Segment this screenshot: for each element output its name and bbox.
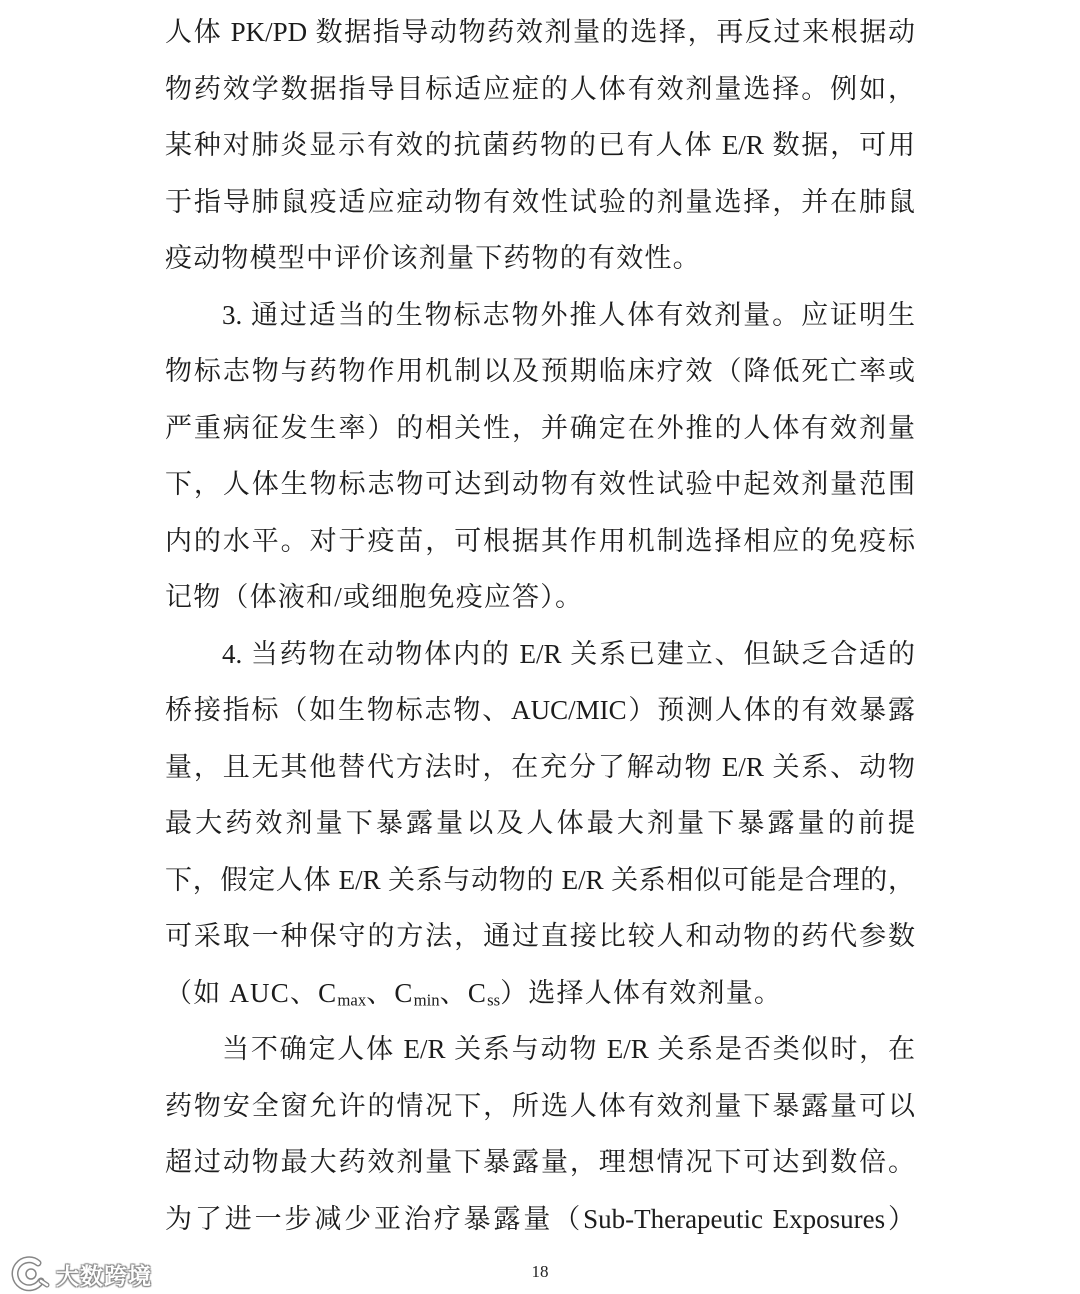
css-subscript: ss	[487, 989, 501, 1009]
paragraph-4	[165, 1021, 915, 1247]
text-line: 物药效学数据指导目标适应症的人体有效剂量选择。例如，	[165, 73, 915, 104]
text-line: 3. 通过适当的生物标志物外推人体有效剂量。应证明生	[222, 299, 915, 330]
text-line-pk-parameters	[165, 965, 915, 1022]
body-text	[165, 4, 915, 1247]
text-line: 可采取一种保守的方法，通过直接比较人和动物的药代参数	[165, 921, 915, 951]
text-line: 人体 PK/PD 数据指导动物药效剂量的选择，再反过来根据动	[165, 17, 915, 47]
swirl-logo-icon	[8, 1254, 52, 1294]
paragraph-2	[165, 287, 915, 626]
cmin-subscript: min	[413, 989, 440, 1009]
text-line: 超过动物最大药效剂量下暴露量，理想情况下可达到数倍。	[165, 1147, 915, 1177]
text-line: 物标志物与药物作用机制以及预期临床疗效（降低死亡率或	[165, 356, 915, 386]
paragraph-1	[165, 4, 915, 287]
text-line: 量，且无其他替代方法时，在充分了解动物 E/R 关系、动物	[165, 751, 915, 782]
text-line: 最大药效剂量下暴露量以及人体最大剂量下暴露量的前提	[165, 808, 915, 838]
text-line: 药物安全窗允许的情况下，所选人体有效剂量下暴露量可以	[165, 1090, 915, 1121]
text-line: 于指导肺鼠疫适应症动物有效性试验的剂量选择，并在肺鼠	[165, 186, 915, 217]
text-line: 内的水平。对于疫苗，可根据其作用机制选择相应的免疫标	[165, 525, 915, 556]
text-line: 当不确定人体 E/R 关系与动物 E/R 关系是否类似时，在	[222, 1034, 915, 1064]
text-line: 4. 当药物在动物体内的 E/R 关系已建立、但缺乏合适的	[222, 638, 915, 669]
paragraph-3	[165, 626, 915, 1022]
text-line: 下，假定人体 E/R 关系与动物的 E/R 关系相似可能是合理的，	[165, 864, 915, 895]
text-line: 某种对肺炎显示有效的抗菌药物的已有人体 E/R 数据，可用	[165, 130, 915, 160]
pk-text-pre: （如 AUC、C	[165, 977, 338, 1008]
text-line: 下，人体生物标志物可达到动物有效性试验中起效剂量范围	[165, 469, 915, 499]
watermark-text: 大数跨境	[56, 1263, 152, 1290]
pk-text-mid-2: 、C	[439, 977, 488, 1008]
cmax-subscript: max	[337, 989, 367, 1009]
page-number: 18	[531, 1262, 549, 1281]
pk-text-mid-1: 、C	[366, 977, 414, 1008]
watermark	[8, 1254, 152, 1294]
pk-text-post: ）选择人体有效剂量。	[500, 977, 783, 1008]
text-line: 为了进一步减少亚治疗暴露量（Sub-Therapeutic Exposures）	[165, 1203, 915, 1234]
text-line: 记物（体液和/或细胞免疫应答）。	[165, 582, 584, 612]
text-line: 疫动物模型中评价该剂量下药物的有效性。	[165, 243, 701, 273]
text-line: 严重病征发生率）的相关性，并确定在外推的人体有效剂量	[165, 412, 915, 443]
text-line: 桥接指标（如生物标志物、AUC/MIC）预测人体的有效暴露	[165, 695, 915, 725]
